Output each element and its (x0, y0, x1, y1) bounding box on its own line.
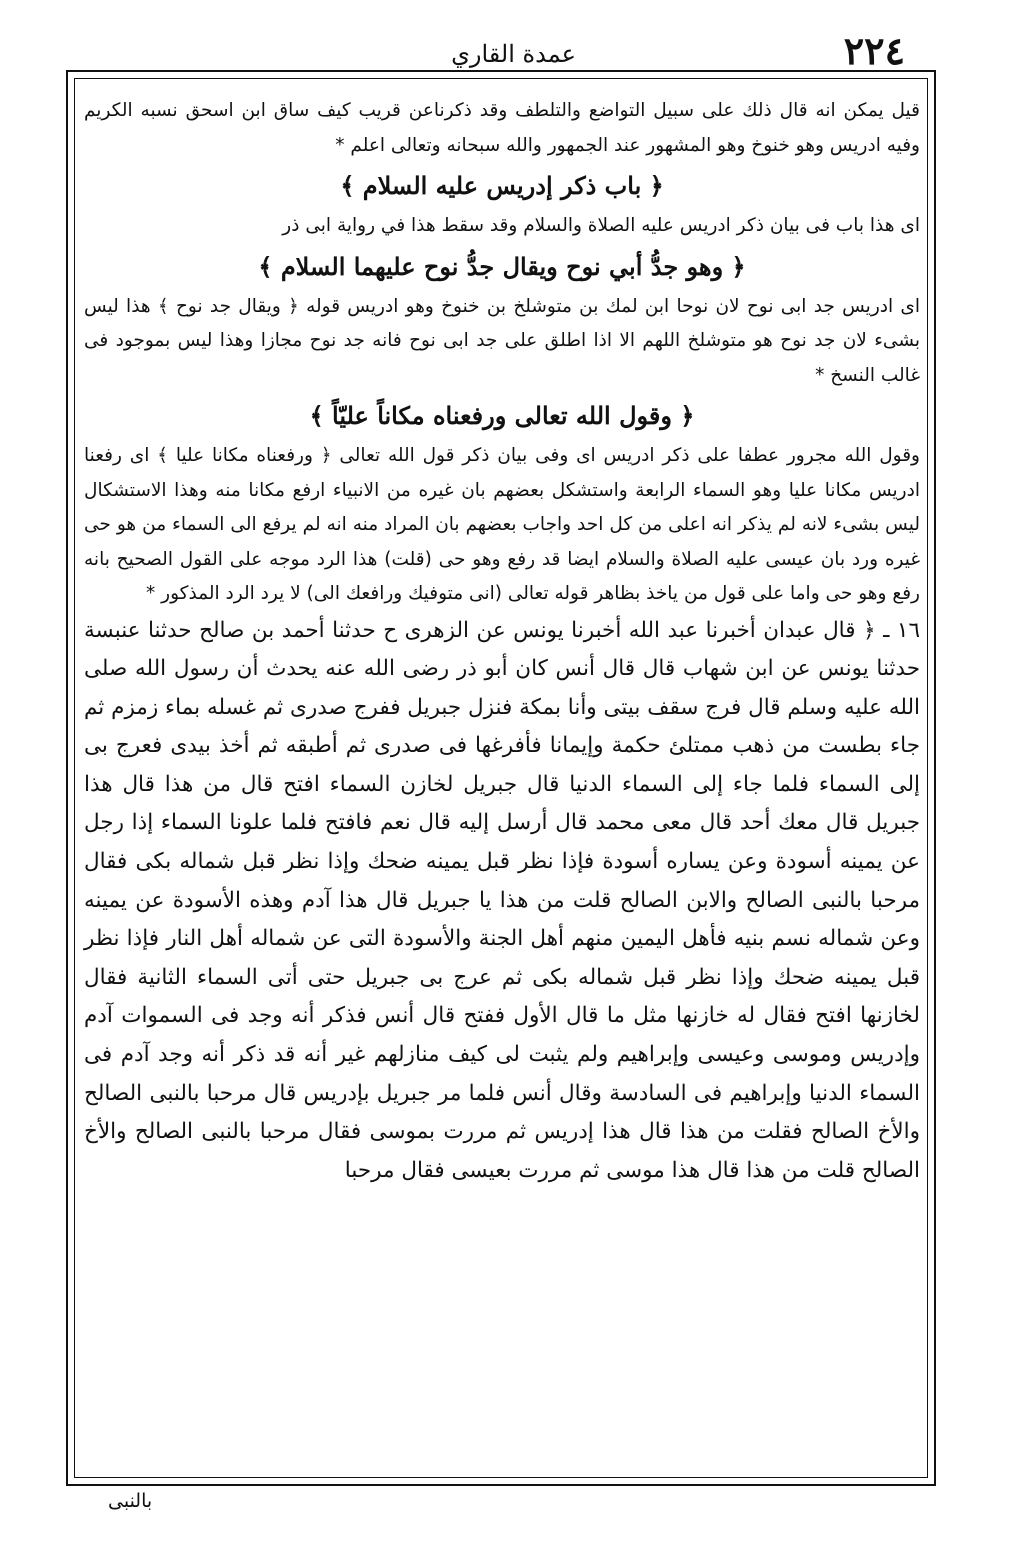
commentary-paragraph: اى ادريس جد ابى نوح لان نوحا ابن لمك بن متوشلخ بن خنوخ وهو ادريس قوله ﴿ ويقال جد نوح ﴾ هذا ليس بشىء لان جد نوح هو متوشلخ اللهم الا اذا اطلق على جد ابى نوح فانه جد نوح مجازا وهذا ليس بموجود فى غالب النسخ * (84, 295, 920, 386)
chapter-heading-idris: ﴿ باب ذكر إدريس عليه السلام ﴾ (340, 171, 664, 200)
catchword: بالنبى (108, 1490, 153, 1512)
hadith-text: ١٦ ـ ﴿ قال عبدان أخبرنا عبد الله أخبرنا يونس عن الزهرى ح حدثنا أحمد بن صالح حدثنا عنبسة حدثنا يونس عن ابن شهاب قال قال أنس كان أبو ذر رضى الله عنه يحدث أن رسول الله صلى الله عليه وسلم قال فرج سقف بيتى وأنا بمكة فنزل جبريل ففرج صدرى ثم غسله بماء زمزم ثم جاء بطست من ذهب ممتلئ حكمة وإيمانا فأفرغها فى صدرى ثم أطبقه ثم أخذ بيدى فعرج بى إلى السماء فلما جاء إلى السماء الدنيا قال جبريل لخازن السماء افتح قال من هذا قال هذا جبريل قال معك أحد قال معى محمد قال أرسل إليه قال نعم فافتح فلما علونا السماء إذا رجل عن يمينه أسودة وعن يساره أسودة فإذا نظر قبل يمينه ضحك وإذا نظر قبل شماله بكى فقال مرحبا بالنبى الصالح والابن الصالح قلت من هذا يا جبريل قال هذا آدم وهذه الأسودة عن يمينه وعن شماله نسم بنيه فأهل اليمين منهم أهل الجنة والأسودة التى عن شماله أهل النار فإذا نظر قبل يمينه ضحك وإذا نظر قبل شماله بكى ثم عرج بى جبريل حتى أتى السماء الثانية فقال لخازنها افتح فقال له خازنها مثل ما قال الأول ففتح قال أنس فذكر أنه وجد فى السموات آدم وإدريس وموسى وعيسى وإبراهيم ولم يثبت لى كيف منازلهم غير أنه قد ذكر أنه وجد آدم فى السماء الدنيا وإبراهيم فى السادسة وقال أنس فلما مر جبريل بإدريس قال مرحبا بالنبى الصالح والأخ الصالح فقلت من هذا قال هذا إدريس ثم مررت بموسى فقال مرحبا بالنبى الصالح والأخ الصالح قلت من هذا قال هذا موسى ثم مررت بعيسى فقال مرحبا (84, 617, 920, 1183)
chapter-heading-nuh: ﴿ وهو جدُّ أبي نوح ويقال جدُّ نوح عليهما السلام ﴾ (258, 251, 746, 281)
commentary-paragraph: اى هذا باب فى بيان ذكر ادريس عليه الصلاة والسلام وقد سقط هذا في رواية ابى ذر (282, 215, 920, 236)
page-number: ٢٢٤ (843, 28, 905, 73)
intro-paragraph: قيل يمكن انه قال ذلك على سبيل التواضع والتلطف وقد ذكرناعن قريب كيف ساق ابن اسحق نسبه الكريم وفيه ادريس وهو خنوخ وهو المشهور عند الجمهور والله سبحانه وتعالى اعلم * (84, 100, 920, 156)
commentary-paragraph: وقول الله مجرور عطفا على ذكر ادريس اى وفى بيان ذكر قول الله تعالى ﴿ ورفعناه مكانا عليا ﴾ اى رفعنا ادريس مكانا عليا وهو السماء الرابعة واستشكل بعضهم بان غيره من الانبياء ارفع مكانا منه وهذا الاستشكال ليس بشىء لانه لم يذكر انه اعلى من كل احد واجاب بعضهم بان المراد منه انه لم يرفع الى السماء من هو حى غيره ورد بان عيسى عليه الصلاة والسلام ايضا قد رفع وهو حى (قلت) هذا الرد موجه على القول الصحيح بانه رفع وهو حى واما على قول من ياخذ بظاهر قوله تعالى (انى متوفيك ورافعك الى) لا يرد الرد المذكور * (84, 445, 920, 604)
quran-verse-heading: ﴿ وقول الله تعالى ورفعناه مكاناً عليّاً ﴾ (309, 401, 695, 430)
book-title: عمدة القاري (451, 40, 576, 68)
main-text (84, 94, 920, 1190)
